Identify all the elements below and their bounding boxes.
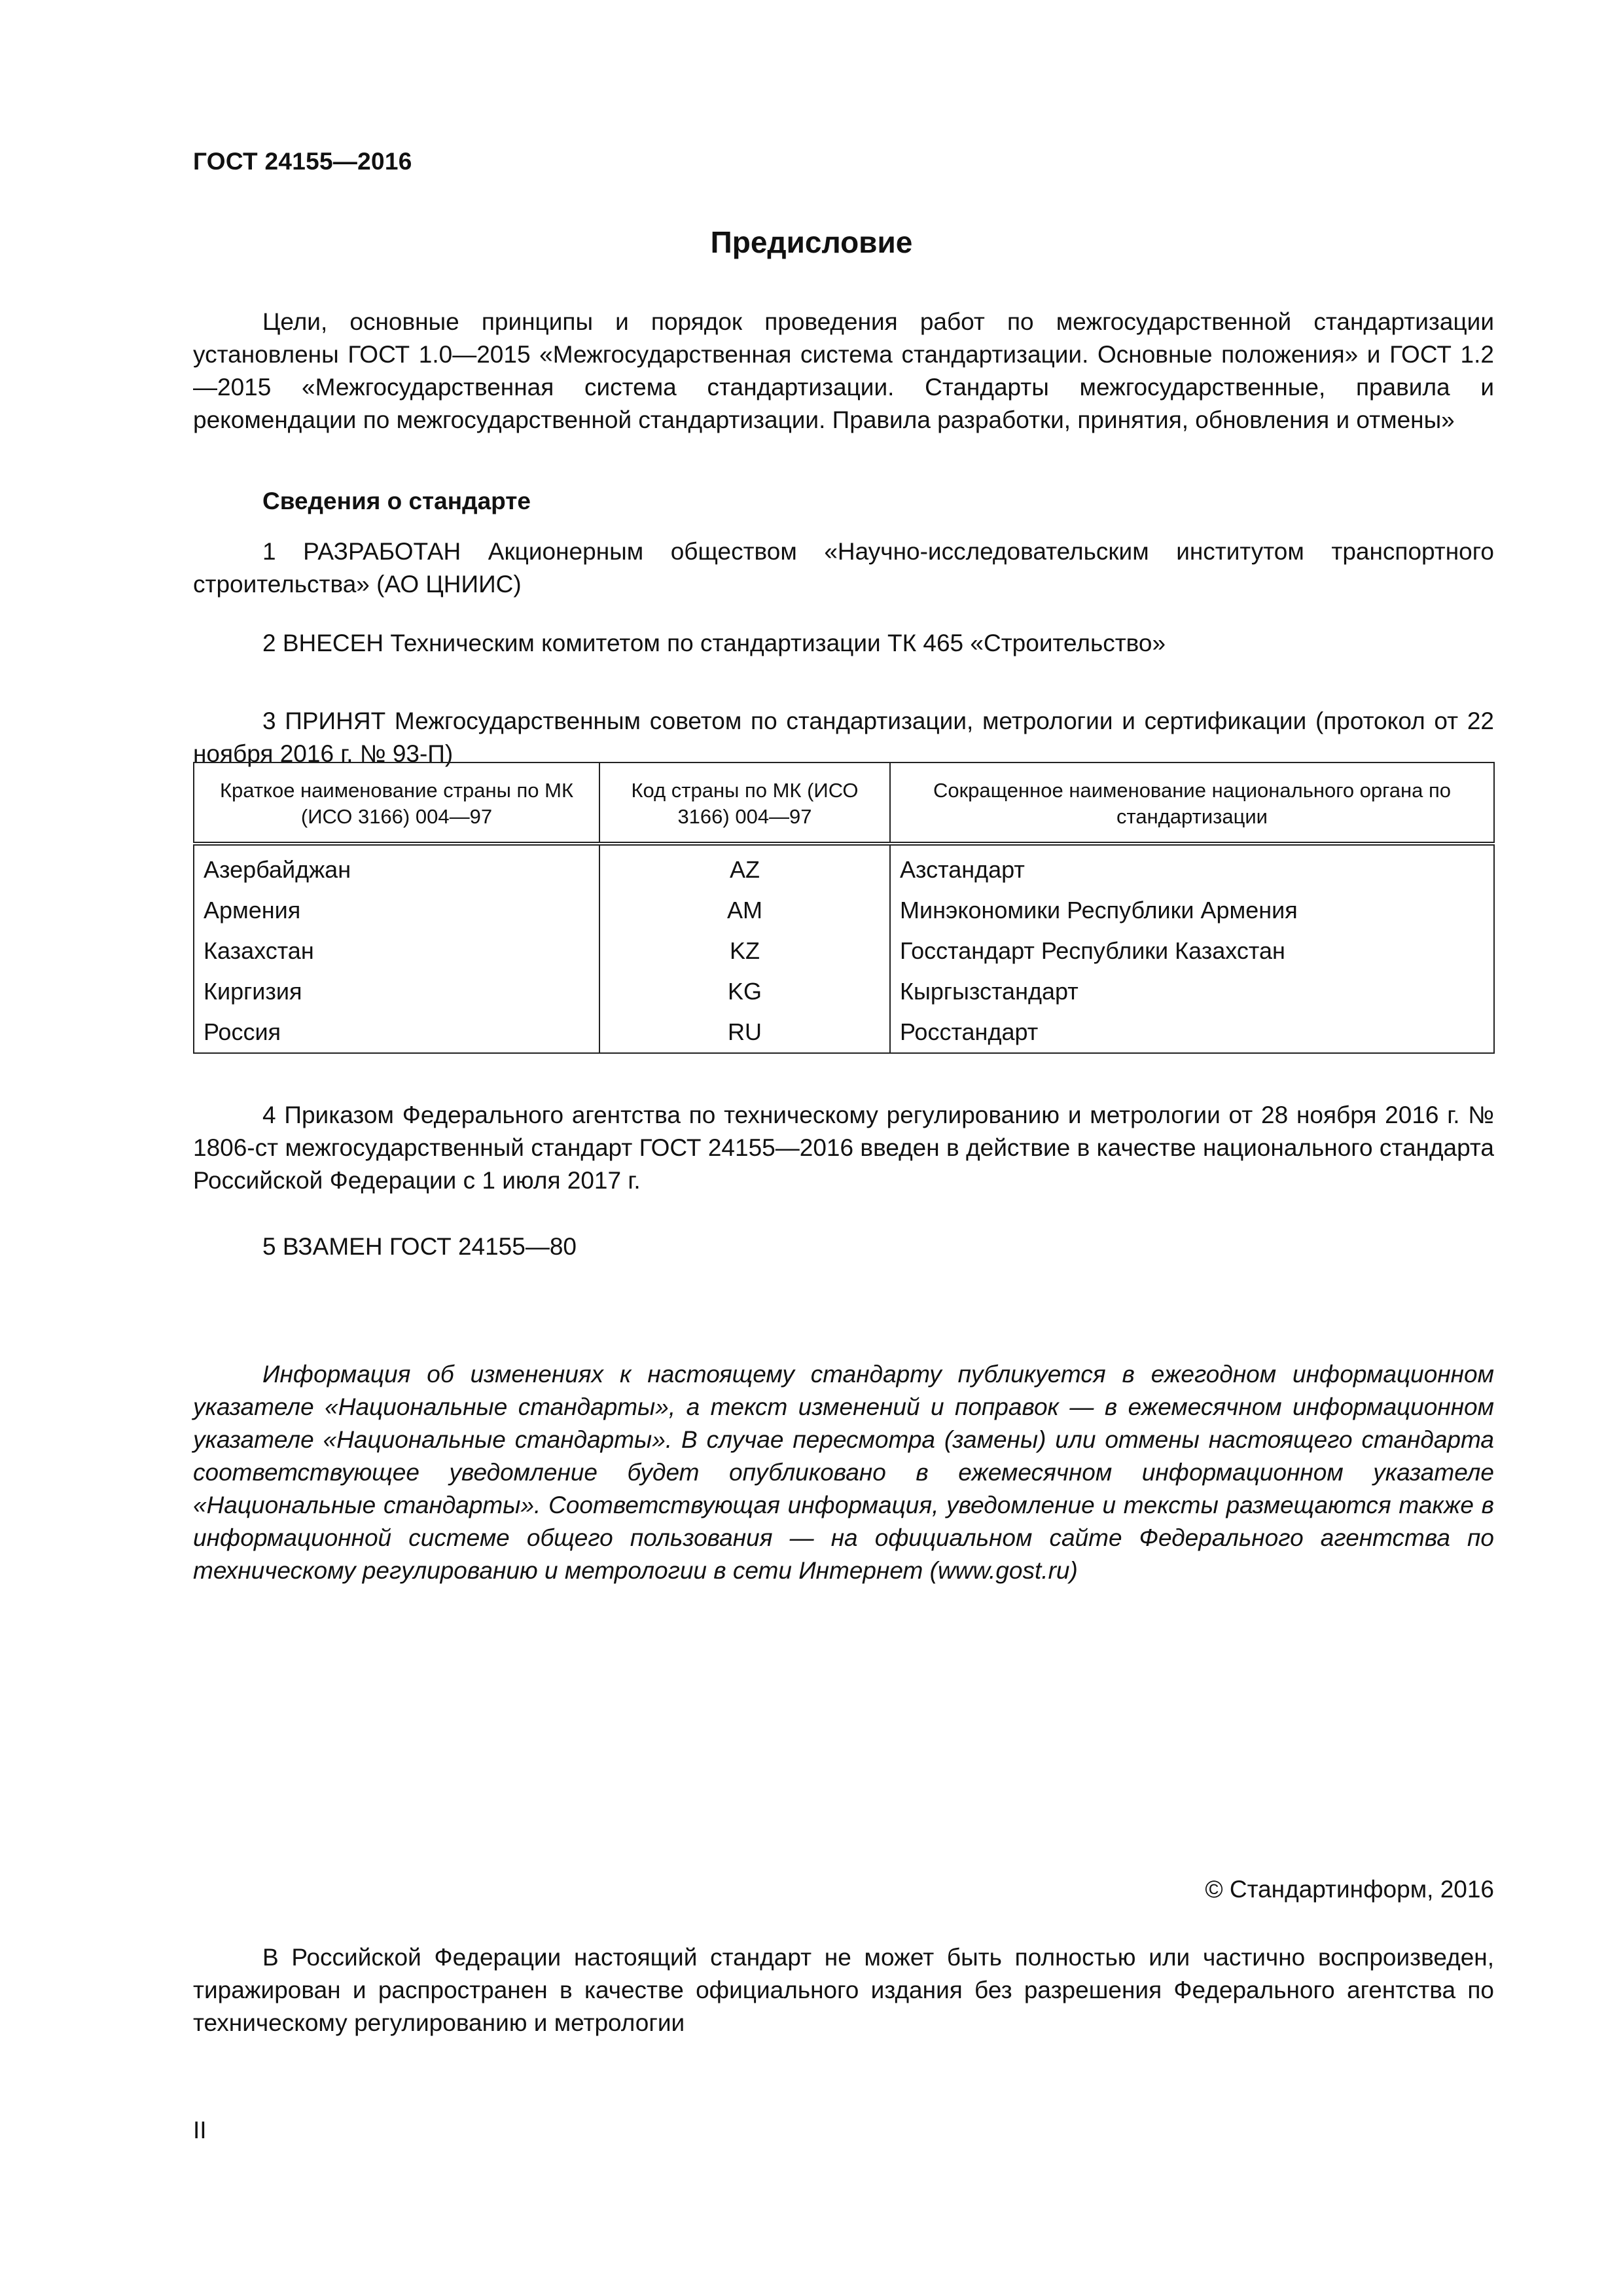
table-cell-code: AM (599, 890, 890, 931)
table-cell-authority: Росстандарт (890, 1012, 1494, 1053)
table-cell-country: Казахстан (194, 931, 599, 971)
table-cell-authority: Минэкономики Республики Армения (890, 890, 1494, 931)
member-states-table (193, 762, 1495, 1054)
table-cell-country: Армения (194, 890, 599, 931)
table-row (194, 1012, 1494, 1053)
rights-paragraph: В Российской Федерации настоящий стандарт не может быть полностью или частично воспроизведен, тиражирован и распространен в качестве официального издания без разрешения Федерального агентства по техническому регулированию и метрологии (193, 1944, 1494, 2036)
table-row (194, 931, 1494, 971)
table-cell-code: KZ (599, 931, 890, 971)
table-cell-country: Азербайджан (194, 844, 599, 890)
table-header-authority: Сокращенное наименование национального органа по стандартизации (890, 762, 1494, 844)
table-row (194, 890, 1494, 931)
table-row (194, 971, 1494, 1012)
table-cell-authority: Кыргызстандарт (890, 971, 1494, 1012)
table-header-country: Краткое наименование страны по МК (ИСО 3166) 004—97 (194, 762, 599, 844)
change-notice: Информация об изменениях к настоящему стандарту публикуется в ежегодном информационном указателе «Национальные стандарты», а текст изменений и поправок — в ежемесячном информационном указателе «Национальные стандарты». В случае пересмотра (замены) или отмены настоящего стандарта соответствующее уведомление будет опубликовано в ежемесячном информационном указателе «Национальные стандарты». Соответствующая информация, уведомление и тексты размещаются также в информационной системе общего пользования — на официальном сайте Федерального агентства по техническому регулированию и метрологии в сети Интернет (www.gost.ru) (193, 1361, 1494, 1584)
table-cell-code: KG (599, 971, 890, 1012)
table-row (194, 844, 1494, 890)
document-id: ГОСТ 24155—2016 (193, 148, 412, 175)
item-5-replaces: 5 ВЗАМЕН ГОСТ 24155—80 (262, 1233, 577, 1260)
item-4-order: 4 Приказом Федерального агентства по техническому регулированию и метрологии от 28 ноября 2016 г. № 1806-ст межгосударственный стандарт ГОСТ 24155—2016 введен в действие в качестве национального стандарта Российской Федерации с 1 июля 2017 г. (193, 1102, 1494, 1194)
table-header-code: Код страны по МК (ИСО 3166) 004—97 (599, 762, 890, 844)
item-1-developed: 1 РАЗРАБОТАН Акционерным обществом «Научно-исследовательским институтом транспортного строительства» (АО ЦНИИС) (193, 538, 1494, 598)
table-cell-authority: Азстандарт (890, 844, 1494, 890)
table-header-row (194, 762, 1494, 844)
table-cell-country: Россия (194, 1012, 599, 1053)
intro-paragraph: Цели, основные принципы и порядок проведения работ по межгосударственной стандартизации установлены ГОСТ 1.0—2015 «Межгосударственная система стандартизации. Основные положения» и ГОСТ 1.2—2015 «Межгосударственная система стандартизации. Стандарты межгосударственные, правила и рекомендации по межгосударственной стандартизации. Правила разработки, принятия, обновления и отмены» (193, 308, 1494, 433)
table-cell-authority: Госстандарт Республики Казахстан (890, 931, 1494, 971)
copyright-line: © Стандартинформ, 2016 (1205, 1876, 1494, 1903)
table-cell-code: AZ (599, 844, 890, 890)
item-2-submitted: 2 ВНЕСЕН Техническим комитетом по стандартизации ТК 465 «Строительство» (262, 630, 1166, 656)
table-cell-code: RU (599, 1012, 890, 1053)
table-cell-country: Киргизия (194, 971, 599, 1012)
item-3-adopted: 3 ПРИНЯТ Межгосударственным советом по стандартизации, метрологии и сертификации (протокол от 22 ноября 2016 г. № 93-П) (193, 708, 1494, 767)
page-title: Предисловие (710, 225, 913, 259)
page-number: II (193, 2117, 207, 2144)
info-heading: Сведения о стандарте (262, 488, 531, 514)
